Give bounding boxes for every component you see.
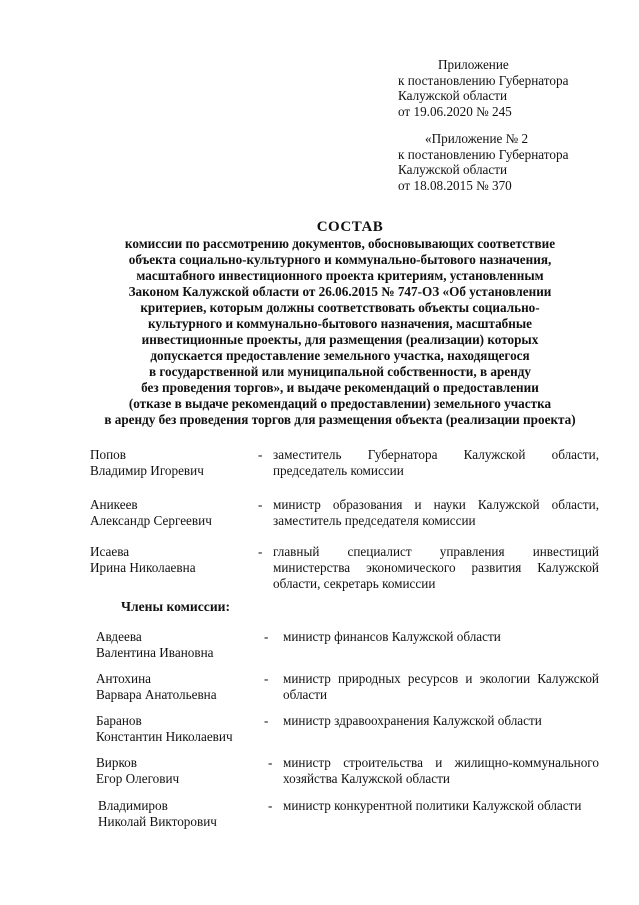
heading-line: критериев, которым должны соответствовать объекты социально- [140, 300, 540, 315]
member-name [90, 497, 212, 529]
heading-line: Законом Калужской области от 26.06.2015 № 747-ОЗ «Об установлении [128, 284, 552, 299]
member-name [96, 671, 217, 703]
member-name [96, 629, 214, 661]
member-dash: - [268, 755, 273, 770]
member-dash: - [268, 798, 273, 813]
member-role: главный специалист управления инвестиций министерства экономического развития Калужской области, секретарь комиссии [273, 544, 599, 591]
appendix-old-line: от 18.08.2015 № 370 [398, 177, 512, 193]
appendix-old-line: Калужской области [398, 162, 508, 177]
member-name [90, 544, 196, 576]
heading-line: (отказе в выдаче рекомендаций о предоставлении) земельного участка [128, 396, 552, 411]
appendix-new-line: от 19.06.2020 № 245 [398, 103, 512, 119]
member-dash: - [258, 497, 263, 512]
member-surname: Исаева [90, 544, 130, 559]
appendix-reference-old [398, 131, 568, 193]
heading-line: в аренду без проведения торгов для размещения объекта (реализации проекта) [104, 412, 576, 427]
heading-line: допускается предоставление земельного участка, находящегося [150, 348, 530, 363]
document-title: СОСТАВ [316, 219, 384, 235]
member-surname: Баранов [96, 713, 142, 728]
member-role: министр здравоохранения Калужской области [283, 713, 542, 728]
member-role: министр строительства и жилищно-коммунального хозяйства Калужской области [283, 755, 599, 786]
heading-line: без проведения торгов», и выдаче рекомендаций о предоставлении [141, 380, 539, 395]
member-surname: Авдеева [96, 629, 142, 644]
member-given-names: Николай Викторович [98, 814, 217, 829]
appendix-reference-new [398, 57, 568, 119]
members-section-heading: Члены комиссии: [121, 599, 231, 614]
heading-line: комиссии по рассмотрению документов, обосновывающих соответствие [124, 236, 556, 251]
appendix-new-line: Приложение [438, 57, 509, 72]
member-given-names: Владимир Игоревич [90, 463, 204, 478]
member-given-names: Ирина Николаевна [90, 560, 196, 575]
member-given-names: Варвара Анатольевна [96, 687, 217, 702]
commission-heading [60, 236, 620, 428]
member-dash: - [264, 713, 269, 728]
heading-line: культурного и коммунально-бытового назначения, масштабные [147, 316, 533, 331]
member-surname: Антохина [96, 671, 151, 686]
member-dash: - [264, 629, 269, 644]
heading-line: масштабного инвестиционного проекта критериям, установленным [136, 268, 544, 283]
appendix-new-line: Калужской области [398, 88, 508, 103]
member-name [96, 713, 233, 745]
member-name [90, 447, 204, 479]
member-given-names: Константин Николаевич [96, 729, 233, 744]
member-role: заместитель Губернатора Калужской области, председатель комиссии [273, 447, 599, 478]
member-given-names: Александр Сергеевич [90, 513, 212, 528]
member-role: министр природных ресурсов и экологии Калужской области [283, 671, 599, 702]
appendix-old-line: к постановлению Губернатора [398, 146, 569, 162]
member-dash: - [264, 671, 269, 686]
member-surname: Владимиров [98, 798, 168, 813]
heading-line: в государственной или муниципальной собственности, в аренду [148, 364, 532, 379]
member-surname: Вирков [96, 755, 138, 770]
heading-line: объекта социально-культурного и коммунально-бытового назначения, [128, 252, 552, 267]
member-role: министр конкурентной политики Калужской области [283, 798, 582, 813]
member-dash: - [258, 544, 263, 559]
appendix-old-line: «Приложение № 2 [425, 131, 529, 146]
member-given-names: Валентина Ивановна [96, 645, 214, 660]
member-role: министр образования и науки Калужской области, заместитель председателя комиссии [273, 497, 599, 528]
member-name [96, 755, 179, 787]
appendix-new-line: к постановлению Губернатора [398, 72, 569, 88]
heading-line: инвестиционные проекты, для размещения (реализации) которых [141, 332, 539, 347]
member-role: министр финансов Калужской области [283, 629, 501, 644]
member-surname: Аникеев [90, 497, 138, 512]
member-name [98, 798, 217, 830]
member-surname: Попов [90, 447, 126, 462]
member-given-names: Егор Олегович [96, 771, 180, 786]
member-dash: - [258, 447, 263, 462]
